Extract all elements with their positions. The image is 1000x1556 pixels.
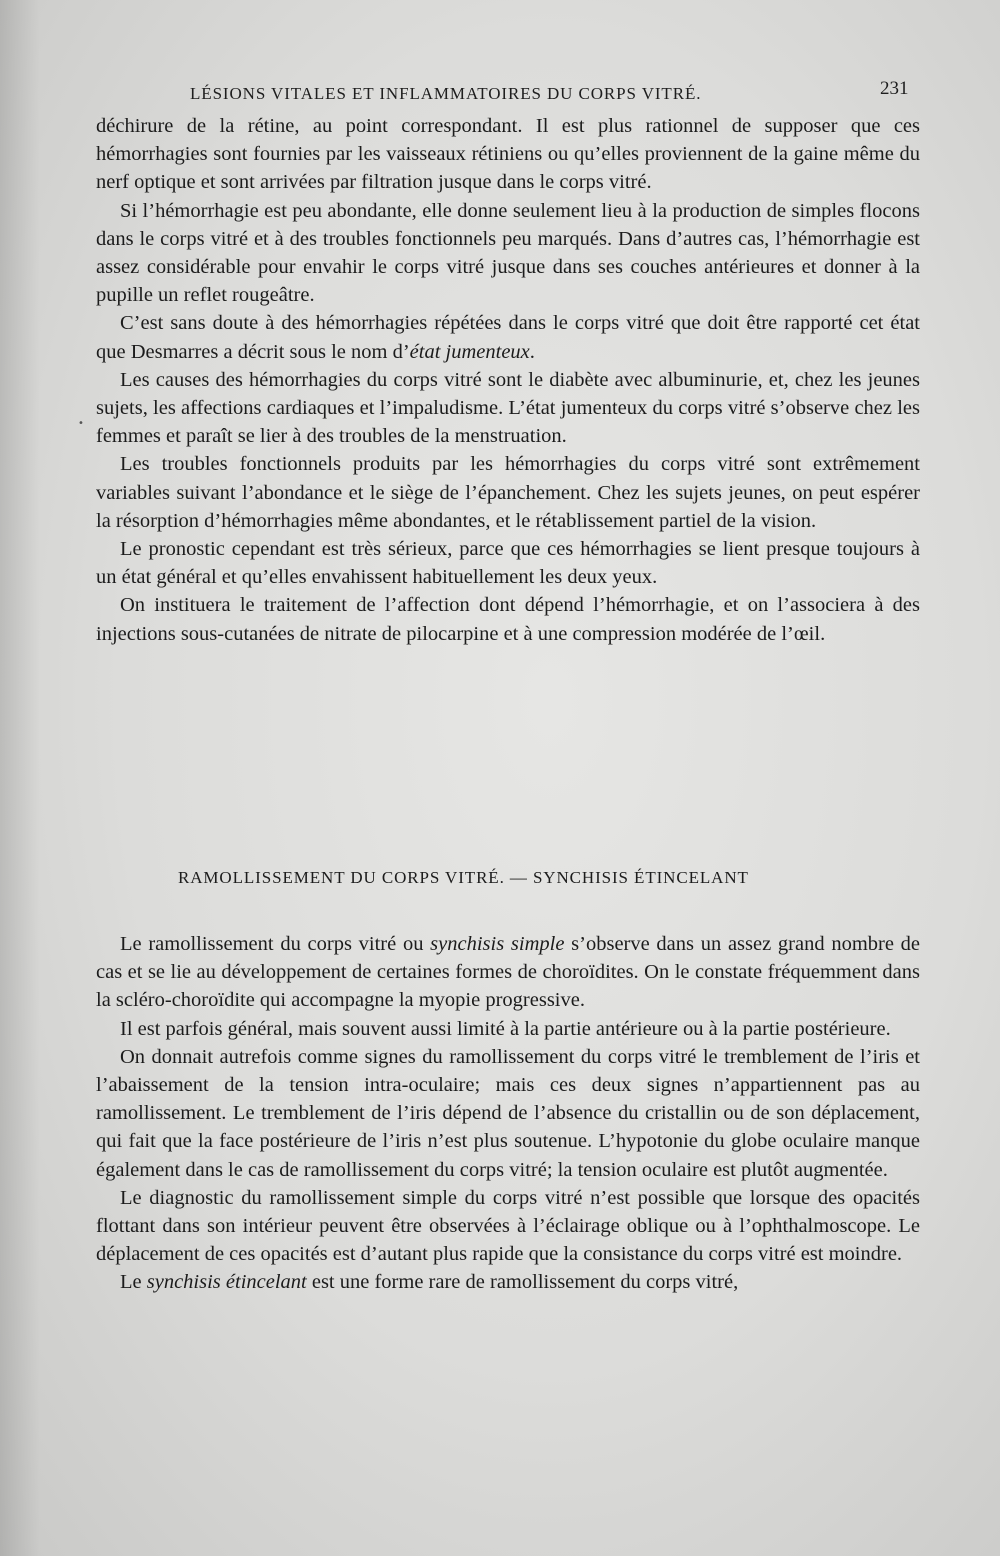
paragraph: déchirure de la rétine, au point correspondant. Il est plus rationnel de supposer que ces hémorrhagies sont fournies par les vaisseaux rétiniens ou qu’elles proviennent de la gaine même du nerf optique et sont arrivées par filtration jusque dans le corps vitré.: [96, 115, 920, 194]
gutter-shadow: [0, 0, 40, 1556]
paragraph-text: Le ramollissement du corps vitré ou: [120, 933, 431, 955]
section-2-body: [96, 930, 920, 1297]
margin-dot: •: [78, 418, 84, 429]
running-title: LÉSIONS VITALES ET INFLAMMATOIRES DU CORPS VITRÉ.: [190, 84, 702, 103]
paragraph-text: s’observe dans un assez grand nombre de cas et se lie au développement de certaines formes de choroïdites. On le constate fréquemment dans la scléro-choroïdite qui accompagne la myopie progressive.: [96, 933, 921, 1012]
paragraph: [96, 1268, 920, 1296]
section-heading: RAMOLLISSEMENT DU CORPS VITRÉ. — SYNCHISIS ÉTINCELANT: [178, 868, 749, 887]
paragraph-text: est une forme rare de ramollissement du corps vitré,: [306, 1271, 739, 1294]
paragraph: [96, 309, 920, 365]
paragraph-text: .: [529, 340, 535, 363]
paragraph: Le pronostic cependant est très sérieux, parce que ces hémorrhagies se lient presque toujours à un état général et qu’elles envahissent habituellement les deux yeux.: [96, 538, 920, 589]
paragraph: Les causes des hémorrhagies du corps vitré sont le diabète avec albuminurie, et, chez les jeunes sujets, les affections cardiaques et l’impaludisme. L’état jumenteux du corps vitré s’observe chez les femmes et paraît se lier à des troubles de la menstruation.: [96, 368, 920, 448]
page-header: [190, 78, 930, 108]
paragraph: Le diagnostic du ramollissement simple du corps vitré n’est possible que lorsque des opacités flottant dans son intérieur peuvent être observées à l’éclairage oblique ou à l’ophthalmoscope. Le déplacement de ces opacités est d’autant plus rapide que la consistance du corps vitré est moindre.: [96, 1186, 920, 1266]
paragraph: Les troubles fonctionnels produits par les hémorrhagies du corps vitré sont extrêmement variables suivant l’abondance et le siège de l’épanchement. Chez les sujets jeunes, on peut espérer la résorption d’hémorrhagies même abondantes, et le rétablissement partiel de la vision.: [96, 453, 920, 532]
paragraph: On donnait autrefois comme signes du ramollissement du corps vitré le tremblement de l’iris et l’abaissement de la tension intra-oculaire; mais ces deux signes n’appartiennent pas au ramollissement. Le tremblement de l’iris dépend de l’absence du cristallin ou de son déplacement, qui fait que la face postérieure de l’iris n’est plus soutenue. L’hypotonie du globe oculaire manque également dans le cas de ramollissement du corps vitré; la tension oculaire est plutôt augmentée.: [96, 1045, 920, 1181]
italic-term: synchisis étincelant: [146, 1271, 307, 1294]
paragraph-text: Le: [120, 1271, 147, 1294]
italic-term: état jumenteux: [409, 340, 530, 363]
section-1-body: [96, 112, 920, 648]
page-number: 231: [880, 78, 909, 99]
paragraph-text: C’est sans doute à des hémorrhagies répétées dans le corps vitré que doit être rapporté cet état que Desmarres a décrit sous le nom d’: [96, 312, 920, 363]
paragraph: [96, 930, 920, 1015]
paragraph: Si l’hémorrhagie est peu abondante, elle donne seulement lieu à la production de simples flocons dans le corps vitré et à des troubles fonctionnels peu marqués. Dans d’autres cas, l’hémorrhagie est assez considérable pour envahir le corps vitré jusque dans ses couches antérieures et donner à la pupille un reflet rougeâtre.: [96, 199, 920, 307]
paragraph: On instituera le traitement de l’affection dont dépend l’hémorrhagie, et on l’associera à des injections sous-cutanées de nitrate de pilocarpine et à une compression modérée de l’œil.: [96, 594, 920, 645]
italic-term: synchisis simple: [430, 933, 565, 955]
paragraph: Il est parfois général, mais souvent aussi limité à la partie antérieure ou à la partie postérieure.: [120, 1017, 891, 1040]
